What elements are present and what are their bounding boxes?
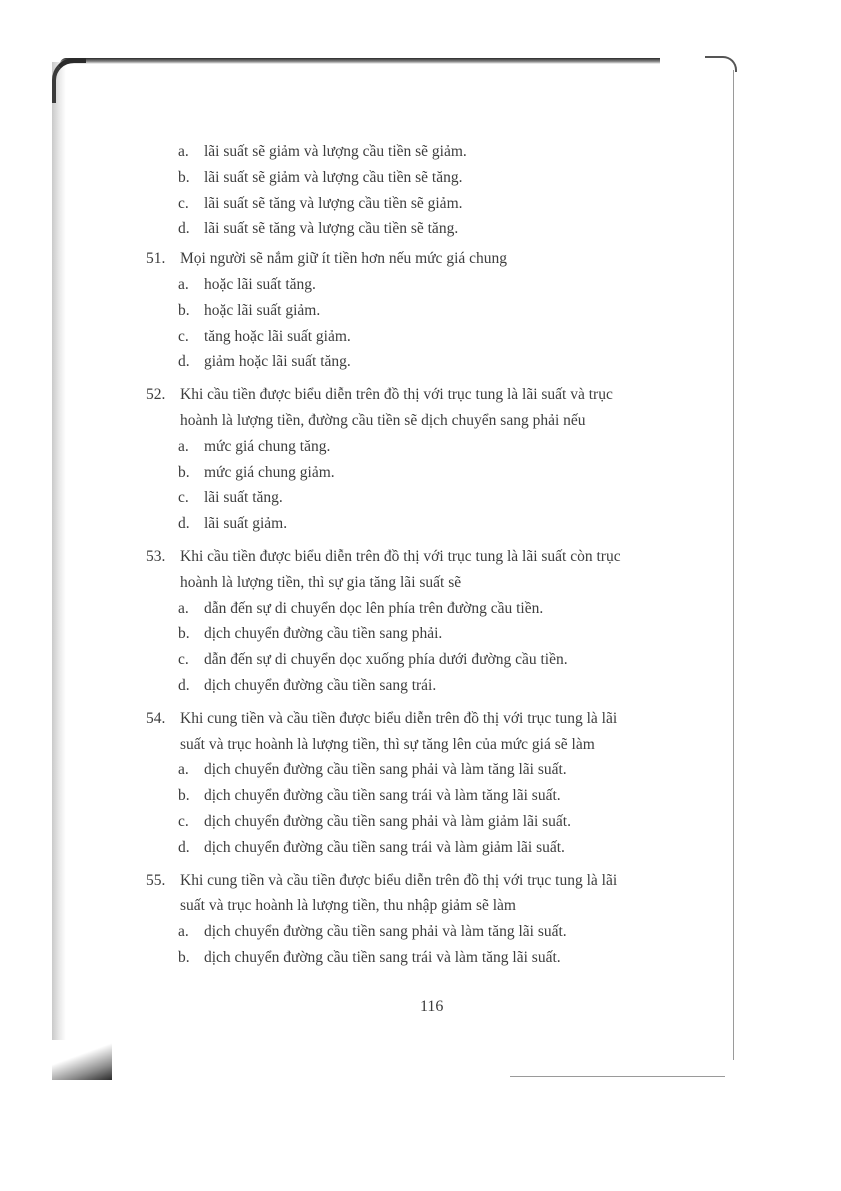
scan-right-edge <box>733 70 734 1060</box>
option-text: giảm hoặc lãi suất tăng. <box>204 353 351 371</box>
option-letter: b. <box>178 625 190 643</box>
option-text: hoặc lãi suất tăng. <box>204 276 316 293</box>
option-text: dịch chuyển đường cầu tiền sang trái và làm tăng lãi suất. <box>204 787 561 805</box>
question-stem-line: Mọi người sẽ nắm giữ ít tiền hơn nếu mức giá chung <box>180 250 508 268</box>
option-letter: d. <box>178 353 190 371</box>
scan-page-curl <box>705 56 737 72</box>
answer-option <box>178 301 320 321</box>
option-letter: d. <box>178 838 190 856</box>
page-number: 116 <box>420 998 444 1015</box>
answer-option <box>178 838 565 858</box>
question-stem-line: hoành là lượng tiền, thì sự gia tăng lãi suất sẽ <box>180 573 462 591</box>
question-stem-line: Khi cung tiền và cầu tiền được biểu diễn trên đồ thị với trục tung là lãi <box>180 709 618 727</box>
scan-top-edge <box>60 58 660 64</box>
option-text: dịch chuyển đường cầu tiền sang phải và làm tăng lãi suất. <box>204 923 567 941</box>
answer-option <box>178 650 568 670</box>
option-text: mức giá chung giảm. <box>204 463 335 481</box>
option-text: tăng hoặc lãi suất giảm. <box>204 327 351 345</box>
option-text: dẫn đến sự di chuyển dọc xuống phía dưới đường cầu tiền. <box>204 651 568 669</box>
option-text: dẫn đến sự di chuyển dọc lên phía trên đường cầu tiền. <box>204 599 544 617</box>
option-letter: c. <box>178 194 189 212</box>
option-text: lãi suất sẽ giảm và lượng cầu tiền sẽ tăng. <box>204 168 463 186</box>
option-text: dịch chuyển đường cầu tiền sang trái. <box>204 677 437 694</box>
scan-bottom-edge <box>510 1076 725 1077</box>
question-number: 52. <box>146 386 166 404</box>
option-letter: c. <box>178 327 189 345</box>
answer-option <box>178 786 561 806</box>
answer-option <box>178 812 571 832</box>
option-text: lãi suất giảm. <box>204 515 288 533</box>
answer-option <box>178 437 330 457</box>
answer-option <box>178 275 316 295</box>
option-text: dịch chuyển đường cầu tiền sang phải và làm tăng lãi suất. <box>204 761 567 779</box>
option-letter: a. <box>178 143 189 160</box>
question-stem-line: Khi cầu tiền được biểu diễn trên đồ thị với trục tung là lãi suất còn trục <box>180 548 621 565</box>
intro-option <box>178 168 463 188</box>
option-letter: b. <box>178 463 190 481</box>
option-text: mức giá chung tăng. <box>204 437 331 455</box>
option-letter: a. <box>178 761 189 779</box>
answer-option <box>178 327 351 347</box>
answer-option <box>178 760 567 780</box>
option-letter: c. <box>178 651 189 669</box>
option-letter: a. <box>178 599 189 617</box>
scan-corner-top-left <box>52 58 86 103</box>
option-letter: d. <box>178 515 190 533</box>
answer-option <box>178 948 561 968</box>
scan-left-edge-shadow <box>52 62 66 1077</box>
option-letter: b. <box>178 949 190 966</box>
answer-option <box>178 352 351 372</box>
option-text: lãi suất sẽ giảm và lượng cầu tiền sẽ giảm. <box>204 143 467 160</box>
option-letter: b. <box>178 787 190 805</box>
option-text: hoặc lãi suất giảm. <box>204 301 321 319</box>
answer-option <box>178 624 442 644</box>
question-number: 53. <box>146 548 166 565</box>
option-letter: a. <box>178 437 189 455</box>
option-letter: b. <box>178 168 190 186</box>
intro-option <box>178 219 458 239</box>
option-letter: d. <box>178 677 190 694</box>
answer-option <box>178 488 283 508</box>
option-letter: a. <box>178 923 189 941</box>
intro-option <box>178 142 467 162</box>
question-stem-line: suất và trục hoành là lượng tiền, thì sự tăng lên của mức giá sẽ làm <box>180 735 595 753</box>
answer-option <box>178 922 567 942</box>
answer-option <box>178 676 436 696</box>
option-text: lãi suất sẽ tăng và lượng cầu tiền sẽ giảm. <box>204 194 463 212</box>
intro-option <box>178 194 463 214</box>
option-text: dịch chuyển đường cầu tiền sang trái và làm giảm lãi suất. <box>204 838 565 856</box>
option-letter: b. <box>178 301 190 319</box>
answer-option <box>178 463 335 483</box>
question-number: 54. <box>146 709 166 727</box>
scan-corner-bottom-left <box>52 1040 112 1080</box>
option-letter: d. <box>178 220 190 238</box>
option-letter: c. <box>178 489 189 507</box>
question-stem-line: hoành là lượng tiền, đường cầu tiền sẽ dịch chuyển sang phải nếu <box>180 412 586 429</box>
question-stem-line: Khi cầu tiền được biểu diễn trên đồ thị với trục tung là lãi suất và trục <box>180 386 613 404</box>
option-text: dịch chuyển đường cầu tiền sang phải và làm giảm lãi suất. <box>204 813 571 830</box>
answer-option <box>178 514 287 534</box>
option-letter: c. <box>178 813 189 830</box>
answer-option <box>178 599 543 619</box>
option-text: dịch chuyển đường cầu tiền sang phải. <box>204 625 443 643</box>
question-stem-line: Khi cung tiền và cầu tiền được biểu diễn trên đồ thị với trục tung là lãi <box>180 871 618 889</box>
question-number: 55. <box>146 871 166 889</box>
option-text: lãi suất sẽ tăng và lượng cầu tiền sẽ tăng. <box>204 220 459 238</box>
option-text: lãi suất tăng. <box>204 489 283 507</box>
option-text: dịch chuyển đường cầu tiền sang trái và làm tăng lãi suất. <box>204 949 561 966</box>
question-stem-line: suất và trục hoành là lượng tiền, thu nhập giảm sẽ làm <box>180 897 516 915</box>
question-number: 51. <box>146 250 166 268</box>
option-letter: a. <box>178 276 189 293</box>
